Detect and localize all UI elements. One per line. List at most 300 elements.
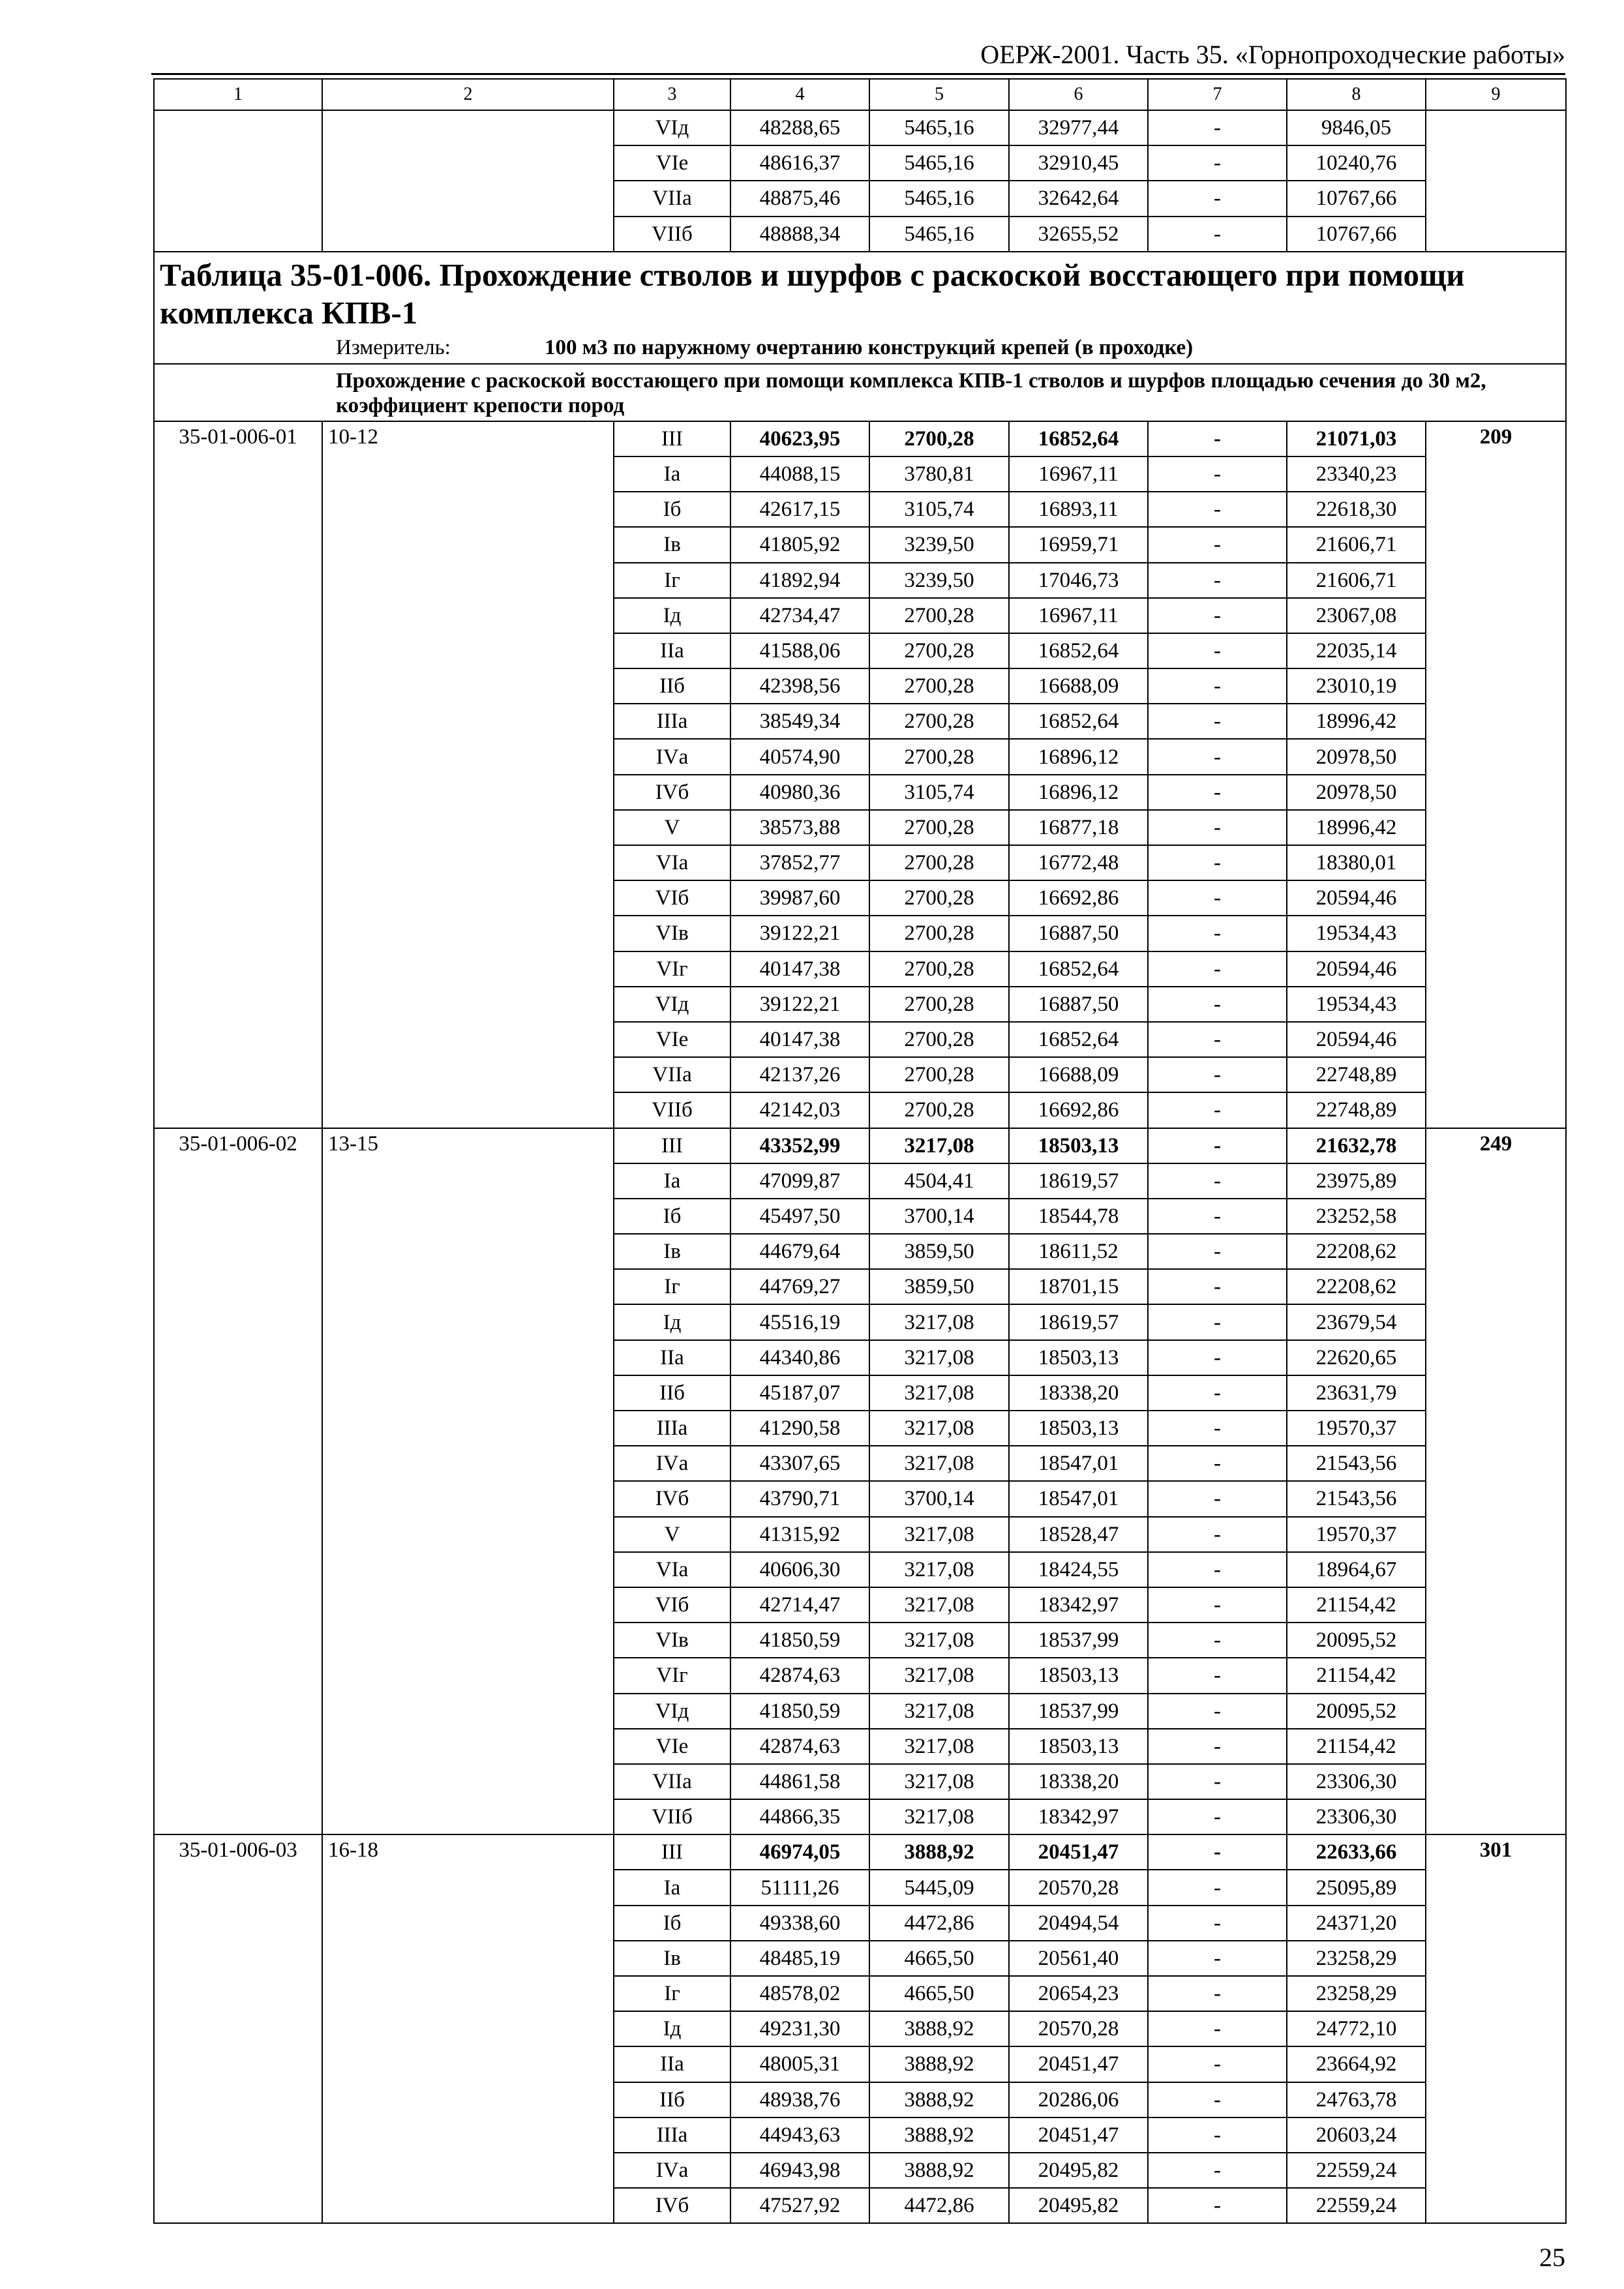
column-9-value: 301 (1426, 1834, 1566, 2223)
value-cell: 42617,15 (730, 492, 869, 527)
table-row (154, 181, 1566, 216)
value-cell: 20494,54 (1009, 1906, 1148, 1941)
value-cell: 48888,34 (730, 217, 869, 252)
value-cell: 16967,11 (1009, 456, 1148, 492)
column-number: 9 (1426, 79, 1566, 110)
value-cell: - (1148, 1411, 1287, 1446)
value-cell: 3888,92 (869, 2153, 1009, 2188)
value-cell: 18611,52 (1009, 1234, 1148, 1269)
value-cell: - (1148, 1163, 1287, 1199)
value-cell: 18342,97 (1009, 1799, 1148, 1834)
value-cell: - (1148, 2153, 1287, 2188)
value-cell: 16887,50 (1009, 916, 1148, 951)
zone-cell: III (614, 1128, 730, 1163)
value-cell: 16688,09 (1009, 1057, 1148, 1092)
value-cell: 5465,16 (869, 217, 1009, 252)
value-cell: - (1148, 1799, 1287, 1834)
value-cell: 21543,56 (1287, 1446, 1426, 1481)
value-cell: 38549,34 (730, 704, 869, 739)
value-cell: 23252,58 (1287, 1199, 1426, 1234)
value-cell: 48288,65 (730, 110, 869, 145)
value-cell: - (1148, 563, 1287, 598)
value-cell: 16852,64 (1009, 704, 1148, 739)
value-cell: 4472,86 (869, 1906, 1009, 1941)
value-cell: - (1148, 2046, 1287, 2082)
empty-cell (322, 181, 614, 216)
value-cell: 21606,71 (1287, 527, 1426, 562)
zone-cell: Iб (614, 1199, 730, 1234)
value-cell: 21154,42 (1287, 1729, 1426, 1764)
zone-cell: Iв (614, 1234, 730, 1269)
zone-cell: V (614, 1517, 730, 1552)
value-cell: 22633,66 (1287, 1834, 1426, 1870)
zone-cell: IVб (614, 1481, 730, 1516)
value-cell: 42874,63 (730, 1729, 869, 1764)
zone-cell: VIг (614, 951, 730, 987)
value-cell: 3217,08 (869, 1764, 1009, 1799)
zone-cell: VIд (614, 987, 730, 1022)
empty-cell (1426, 110, 1566, 252)
value-cell: 17046,73 (1009, 563, 1148, 598)
value-cell: 18701,15 (1009, 1269, 1148, 1304)
measure-label: Измеритель: (336, 335, 451, 359)
value-cell: 3217,08 (869, 1587, 1009, 1623)
value-cell: 10767,66 (1287, 181, 1426, 216)
value-cell: - (1148, 1057, 1287, 1092)
value-cell: 16887,50 (1009, 987, 1148, 1022)
column-number: 2 (322, 79, 614, 110)
column-9-value: 209 (1426, 421, 1566, 1128)
value-cell: - (1148, 739, 1287, 774)
zone-cell: Iа (614, 1870, 730, 1905)
empty-cell (154, 217, 322, 252)
value-cell: - (1148, 1234, 1287, 1269)
value-cell: - (1148, 1340, 1287, 1375)
value-cell: 47099,87 (730, 1163, 869, 1199)
zone-cell: IIIа (614, 2117, 730, 2153)
value-cell: 45187,07 (730, 1375, 869, 1411)
value-cell: 18528,47 (1009, 1517, 1148, 1552)
value-cell: 2700,28 (869, 810, 1009, 845)
zone-cell: VIг (614, 1658, 730, 1693)
value-cell: 42714,47 (730, 1587, 869, 1623)
value-cell: 41315,92 (730, 1517, 869, 1552)
value-cell: 21154,42 (1287, 1658, 1426, 1693)
rates-table (153, 78, 1567, 2224)
value-cell: 19534,43 (1287, 987, 1426, 1022)
zone-cell: Iв (614, 527, 730, 562)
value-cell: 37852,77 (730, 845, 869, 880)
value-cell: 3888,92 (869, 1834, 1009, 1870)
value-cell: 44088,15 (730, 456, 869, 492)
rock-hardness-range: 13-15 (322, 1128, 614, 1835)
value-cell: 16959,71 (1009, 527, 1148, 562)
zone-cell: VIIб (614, 1799, 730, 1834)
zone-cell: VIIа (614, 1057, 730, 1092)
value-cell: 42874,63 (730, 1658, 869, 1693)
zone-cell: IVа (614, 739, 730, 774)
value-cell: 3700,14 (869, 1481, 1009, 1516)
value-cell: 39122,21 (730, 916, 869, 951)
value-cell: - (1148, 181, 1287, 216)
zone-cell: Iг (614, 563, 730, 598)
value-cell: 16692,86 (1009, 1092, 1148, 1128)
value-cell: 23679,54 (1287, 1304, 1426, 1339)
value-cell: 10240,76 (1287, 145, 1426, 181)
value-cell: - (1148, 1694, 1287, 1729)
value-cell: 2700,28 (869, 668, 1009, 704)
value-cell: - (1148, 598, 1287, 633)
value-cell: 40147,38 (730, 951, 869, 987)
value-cell: 3888,92 (869, 2011, 1009, 2046)
zone-cell: IIб (614, 668, 730, 704)
value-cell: 23306,30 (1287, 1799, 1426, 1834)
zone-cell: IIа (614, 633, 730, 668)
section-title-row (154, 364, 1566, 421)
column-number: 6 (1009, 79, 1148, 110)
value-cell: 2700,28 (869, 987, 1009, 1022)
value-cell: 3217,08 (869, 1411, 1009, 1446)
value-cell: 24763,78 (1287, 2082, 1426, 2117)
value-cell: 21632,78 (1287, 1128, 1426, 1163)
zone-cell: IIа (614, 1340, 730, 1375)
value-cell: 2700,28 (869, 845, 1009, 880)
value-cell: 3217,08 (869, 1694, 1009, 1729)
value-cell: - (1148, 2188, 1287, 2223)
value-cell: 21543,56 (1287, 1481, 1426, 1516)
value-cell: 3105,74 (869, 492, 1009, 527)
value-cell: 9846,05 (1287, 110, 1426, 145)
value-cell: 18619,57 (1009, 1163, 1148, 1199)
value-cell: 18544,78 (1009, 1199, 1148, 1234)
value-cell: 43790,71 (730, 1481, 869, 1516)
table-row (154, 421, 1566, 456)
value-cell: 39987,60 (730, 880, 869, 916)
value-cell: - (1148, 1269, 1287, 1304)
value-cell: - (1148, 2011, 1287, 2046)
zone-cell: IIб (614, 2082, 730, 2117)
value-cell: - (1148, 880, 1287, 916)
value-cell: 16967,11 (1009, 598, 1148, 633)
value-cell: - (1148, 1658, 1287, 1693)
value-cell: 32910,45 (1009, 145, 1148, 181)
value-cell: 40606,30 (730, 1552, 869, 1587)
rate-code: 35-01-006-03 (154, 1834, 322, 2223)
value-cell: 22559,24 (1287, 2188, 1426, 2223)
value-cell: 22208,62 (1287, 1234, 1426, 1269)
zone-cell: VIб (614, 1587, 730, 1623)
value-cell: 43307,65 (730, 1446, 869, 1481)
value-cell: 16852,64 (1009, 421, 1148, 456)
value-cell: 16896,12 (1009, 775, 1148, 810)
value-cell: 20495,82 (1009, 2153, 1148, 2188)
value-cell: - (1148, 1906, 1287, 1941)
column-numbers-row (154, 79, 1566, 110)
value-cell: 20978,50 (1287, 775, 1426, 810)
header-divider (151, 73, 1565, 75)
rates-table-body (154, 79, 1566, 2223)
value-cell: - (1148, 1976, 1287, 2011)
value-cell: 16852,64 (1009, 951, 1148, 987)
value-cell: 24371,20 (1287, 1906, 1426, 1941)
table-title-row (154, 252, 1566, 364)
zone-cell: Iг (614, 1269, 730, 1304)
value-cell: 51111,26 (730, 1870, 869, 1905)
value-cell: 32977,44 (1009, 110, 1148, 145)
value-cell: 20978,50 (1287, 739, 1426, 774)
value-cell: 18996,42 (1287, 704, 1426, 739)
page-header: ОЕРЖ-2001. Часть 35. «Горнопроходческие работы» (980, 40, 1565, 69)
value-cell: 20451,47 (1009, 1834, 1148, 1870)
value-cell: 44866,35 (730, 1799, 869, 1834)
value-cell: - (1148, 845, 1287, 880)
value-cell: - (1148, 668, 1287, 704)
value-cell: 3888,92 (869, 2082, 1009, 2117)
value-cell: 19534,43 (1287, 916, 1426, 951)
measure-line (160, 335, 1560, 361)
value-cell: 16692,86 (1009, 880, 1148, 916)
zone-cell: VIе (614, 1729, 730, 1764)
value-cell: 44769,27 (730, 1269, 869, 1304)
value-cell: 18503,13 (1009, 1729, 1148, 1764)
value-cell: 20095,52 (1287, 1623, 1426, 1658)
zone-cell: III (614, 421, 730, 456)
zone-cell: Iб (614, 1906, 730, 1941)
zone-cell: V (614, 810, 730, 845)
value-cell: - (1148, 1375, 1287, 1411)
value-cell: 41850,59 (730, 1694, 869, 1729)
zone-cell: Iа (614, 456, 730, 492)
value-cell: 2700,28 (869, 598, 1009, 633)
value-cell: 48485,19 (730, 1941, 869, 1976)
value-cell: 3888,92 (869, 2046, 1009, 2082)
value-cell: 4665,50 (869, 1976, 1009, 2011)
value-cell: 2700,28 (869, 1057, 1009, 1092)
value-cell: 18547,01 (1009, 1481, 1148, 1516)
zone-cell: VIIб (614, 1092, 730, 1128)
value-cell: 2700,28 (869, 1092, 1009, 1128)
value-cell: 48005,31 (730, 2046, 869, 2082)
value-cell: 16893,11 (1009, 492, 1148, 527)
value-cell: - (1148, 1304, 1287, 1339)
value-cell: 10767,66 (1287, 217, 1426, 252)
value-cell: 3217,08 (869, 1517, 1009, 1552)
value-cell: - (1148, 217, 1287, 252)
value-cell: 3700,14 (869, 1199, 1009, 1234)
column-number: 1 (154, 79, 322, 110)
column-number: 3 (614, 79, 730, 110)
empty-cell (154, 110, 322, 145)
value-cell: 4504,41 (869, 1163, 1009, 1199)
zone-cell: IIIа (614, 704, 730, 739)
value-cell: 2700,28 (869, 739, 1009, 774)
value-cell: - (1148, 1764, 1287, 1799)
value-cell: 16852,64 (1009, 1022, 1148, 1057)
zone-cell: VIIа (614, 181, 730, 216)
value-cell: 23067,08 (1287, 598, 1426, 633)
value-cell: 42142,03 (730, 1092, 869, 1128)
value-cell: 23340,23 (1287, 456, 1426, 492)
value-cell: 48875,46 (730, 181, 869, 216)
value-cell: 25095,89 (1287, 1870, 1426, 1905)
value-cell: 2700,28 (869, 916, 1009, 951)
rock-hardness-range: 10-12 (322, 421, 614, 1128)
value-cell: - (1148, 1870, 1287, 1905)
value-cell: 49338,60 (730, 1906, 869, 1941)
value-cell: 23975,89 (1287, 1163, 1426, 1199)
value-cell: - (1148, 492, 1287, 527)
zone-cell: IIIа (614, 1411, 730, 1446)
value-cell: 20451,47 (1009, 2046, 1148, 2082)
value-cell: - (1148, 145, 1287, 181)
table-title-cell (154, 252, 1566, 364)
value-cell: 20495,82 (1009, 2188, 1148, 2223)
column-number: 4 (730, 79, 869, 110)
value-cell: 47527,92 (730, 2188, 869, 2223)
value-cell: 18338,20 (1009, 1375, 1148, 1411)
value-cell: 4665,50 (869, 1941, 1009, 1976)
zone-cell: VIа (614, 1552, 730, 1587)
value-cell: 3217,08 (869, 1799, 1009, 1834)
measure-value: 100 м3 по наружному очертанию конструкций крепей (в проходке) (545, 335, 1194, 359)
value-cell: 2700,28 (869, 704, 1009, 739)
value-cell: - (1148, 1587, 1287, 1623)
value-cell: - (1148, 987, 1287, 1022)
value-cell: - (1148, 1481, 1287, 1516)
value-cell: 19570,37 (1287, 1411, 1426, 1446)
value-cell: 40980,36 (730, 775, 869, 810)
value-cell: 3239,50 (869, 563, 1009, 598)
value-cell: 21071,03 (1287, 421, 1426, 456)
value-cell: - (1148, 810, 1287, 845)
value-cell: 18503,13 (1009, 1340, 1148, 1375)
value-cell: - (1148, 1199, 1287, 1234)
value-cell: 2700,28 (869, 633, 1009, 668)
value-cell: - (1148, 1834, 1287, 1870)
value-cell: 45516,19 (730, 1304, 869, 1339)
value-cell: 18537,99 (1009, 1623, 1148, 1658)
value-cell: 3888,92 (869, 2117, 1009, 2153)
value-cell: 20286,06 (1009, 2082, 1148, 2117)
value-cell: 3217,08 (869, 1304, 1009, 1339)
value-cell: - (1148, 456, 1287, 492)
value-cell: 20570,28 (1009, 2011, 1148, 2046)
value-cell: 20654,23 (1009, 1976, 1148, 2011)
value-cell: 2700,28 (869, 951, 1009, 987)
zone-cell: VIв (614, 916, 730, 951)
value-cell: 18338,20 (1009, 1764, 1148, 1799)
value-cell: 20095,52 (1287, 1694, 1426, 1729)
value-cell: 42137,26 (730, 1057, 869, 1092)
value-cell: 49231,30 (730, 2011, 869, 2046)
value-cell: 44861,58 (730, 1764, 869, 1799)
value-cell: 41588,06 (730, 633, 869, 668)
value-cell: - (1148, 916, 1287, 951)
value-cell: 45497,50 (730, 1199, 869, 1234)
value-cell: - (1148, 1552, 1287, 1587)
zone-cell: IVб (614, 775, 730, 810)
value-cell: 44679,64 (730, 1234, 869, 1269)
value-cell: 23258,29 (1287, 1976, 1426, 2011)
value-cell: 39122,21 (730, 987, 869, 1022)
value-cell: 38573,88 (730, 810, 869, 845)
value-cell: 16852,64 (1009, 633, 1148, 668)
value-cell: 42734,47 (730, 598, 869, 633)
value-cell: 18503,13 (1009, 1128, 1148, 1163)
value-cell: 18503,13 (1009, 1411, 1148, 1446)
value-cell: - (1148, 110, 1287, 145)
value-cell: 41892,94 (730, 563, 869, 598)
value-cell: 2700,28 (869, 1022, 1009, 1057)
value-cell: 23306,30 (1287, 1764, 1426, 1799)
value-cell: 22618,30 (1287, 492, 1426, 527)
page-number: 25 (1539, 2243, 1565, 2272)
value-cell: 4472,86 (869, 2188, 1009, 2223)
value-cell: 18996,42 (1287, 810, 1426, 845)
value-cell: 18503,13 (1009, 1658, 1148, 1693)
value-cell: 3217,08 (869, 1446, 1009, 1481)
value-cell: 23664,92 (1287, 2046, 1426, 2082)
empty-cell (322, 217, 614, 252)
column-9-value: 249 (1426, 1128, 1566, 1835)
value-cell: 16877,18 (1009, 810, 1148, 845)
table-row (154, 145, 1566, 181)
value-cell: 22035,14 (1287, 633, 1426, 668)
section-title-cell (154, 364, 1566, 421)
value-cell: 19570,37 (1287, 1517, 1426, 1552)
value-cell: 20570,28 (1009, 1870, 1148, 1905)
value-cell: 16772,48 (1009, 845, 1148, 880)
value-cell: 20603,24 (1287, 2117, 1426, 2153)
zone-cell: VIв (614, 1623, 730, 1658)
empty-cell (322, 110, 614, 145)
value-cell: 41850,59 (730, 1623, 869, 1658)
value-cell: 20451,47 (1009, 2117, 1148, 2153)
value-cell: 41290,58 (730, 1411, 869, 1446)
table-row (154, 1128, 1566, 1163)
value-cell: 40147,38 (730, 1022, 869, 1057)
column-number: 5 (869, 79, 1009, 110)
value-cell: 3859,50 (869, 1269, 1009, 1304)
value-cell: 40623,95 (730, 421, 869, 456)
value-cell: 46974,05 (730, 1834, 869, 1870)
rate-code: 35-01-006-02 (154, 1128, 322, 1835)
value-cell: 3239,50 (869, 527, 1009, 562)
table-row (154, 1834, 1566, 1870)
zone-cell: Iв (614, 1941, 730, 1976)
zone-cell: VIд (614, 110, 730, 145)
value-cell: - (1148, 1729, 1287, 1764)
value-cell: - (1148, 633, 1287, 668)
value-cell: 22620,65 (1287, 1340, 1426, 1375)
value-cell: 5465,16 (869, 181, 1009, 216)
value-cell: 24772,10 (1287, 2011, 1426, 2046)
zone-cell: VIе (614, 1022, 730, 1057)
value-cell: 3217,08 (869, 1623, 1009, 1658)
value-cell: - (1148, 421, 1287, 456)
value-cell: 3217,08 (869, 1340, 1009, 1375)
empty-cell (154, 181, 322, 216)
value-cell: 16896,12 (1009, 739, 1148, 774)
value-cell: 22559,24 (1287, 2153, 1426, 2188)
value-cell: 21606,71 (1287, 563, 1426, 598)
zone-cell: VIе (614, 145, 730, 181)
value-cell: 18964,67 (1287, 1552, 1426, 1587)
value-cell: - (1148, 704, 1287, 739)
value-cell: 22748,89 (1287, 1092, 1426, 1128)
value-cell: - (1148, 1446, 1287, 1481)
value-cell: - (1148, 1022, 1287, 1057)
